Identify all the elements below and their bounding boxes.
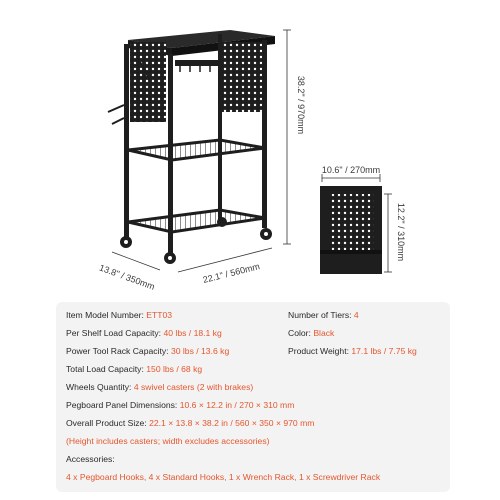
spec-tool-rack: Power Tool Rack Capacity: 30 lbs / 13.6 kg bbox=[66, 346, 230, 356]
depth-label: 13.8" / 350mm bbox=[97, 262, 157, 292]
spec-pegboard: Pegboard Panel Dimensions: 10.6 × 12.2 in / 270 × 310 mm bbox=[66, 400, 295, 410]
spec-weight: Product Weight: 17.1 lbs / 7.75 kg bbox=[288, 346, 417, 356]
pegboard-left bbox=[130, 42, 166, 122]
depth-dimension bbox=[98, 252, 160, 292]
cart-illustration bbox=[108, 30, 275, 264]
spec-accessories-value: 4 x Pegboard Hooks, 4 x Standard Hooks, 1 x Wrench Rack, 1 x Screwdriver Rack bbox=[66, 472, 381, 482]
spec-model: Item Model Number: ETT03 bbox=[66, 310, 173, 320]
spec-accessories-label: Accessories: bbox=[66, 454, 115, 464]
spec-wheels: Wheels Quantity: 4 swivel casters (2 with brakes) bbox=[66, 382, 254, 392]
spec-overall: Overall Product Size: 22.1 × 13.8 × 38.2 in / 560 × 350 × 970 mm bbox=[66, 418, 315, 428]
pegboard-detail bbox=[320, 165, 406, 274]
pegboard-right bbox=[222, 42, 262, 112]
panel-width-label: 10.6" / 270mm bbox=[321, 165, 381, 175]
width-dimension bbox=[178, 248, 272, 285]
panel-height-label: 12.2" / 310mm bbox=[396, 202, 406, 262]
spec-total-load: Total Load Capacity: 150 lbs / 68 kg bbox=[66, 364, 203, 374]
height-dimension bbox=[283, 30, 306, 244]
specs-panel bbox=[56, 302, 450, 492]
spec-tiers: Number of Tiers: 4 bbox=[288, 310, 359, 320]
width-label: 22.1" / 560mm bbox=[201, 261, 261, 285]
height-label: 38.2" / 970mm bbox=[296, 75, 306, 135]
spec-shelf-load: Per Shelf Load Capacity: 40 lbs / 18.1 kg bbox=[66, 328, 222, 338]
spec-note: (Height includes casters; width excludes accessories) bbox=[66, 436, 270, 446]
spec-color: Color: Black bbox=[288, 328, 335, 338]
